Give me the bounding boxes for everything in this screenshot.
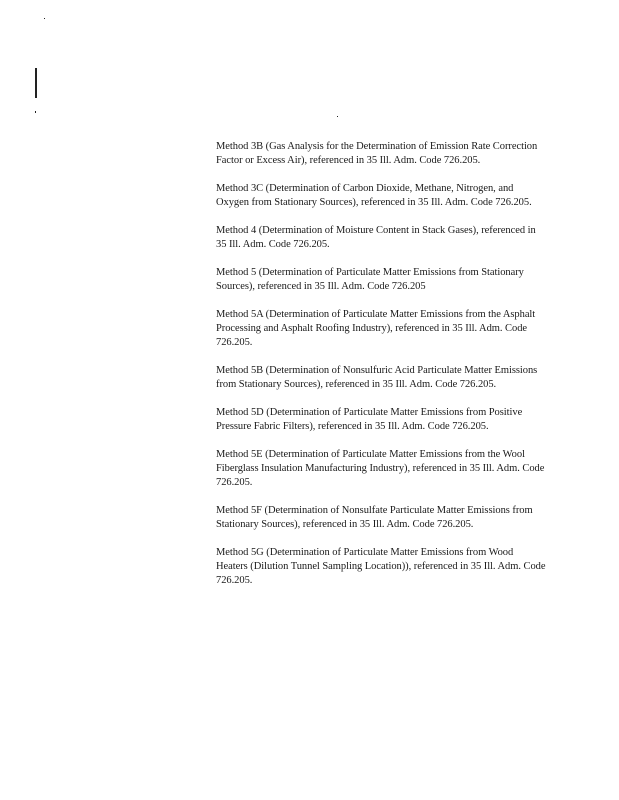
- scan-margin-bar: [35, 68, 37, 98]
- method-3b-entry: Method 3B (Gas Analysis for the Determination of Emission Rate Correction Factor or Excess Air), referenced in 35 Ill. Adm. Code 726.205.: [216, 141, 538, 166]
- method-3c-entry: Method 3C (Determination of Carbon Dioxide, Methane, Nitrogen, and Oxygen from Stationary Sources), referenced in 35 Ill. Adm. Code 726.205.: [216, 183, 532, 208]
- scan-speck: [44, 18, 45, 19]
- method-5d-entry: Method 5D (Determination of Particulate Matter Emissions from Positive Pressure Fabric Filters), referenced in 35 Ill. Adm. Code 726.205.: [216, 407, 523, 432]
- method-5-entry: Method 5 (Determination of Particulate Matter Emissions from Stationary Sources), referenced in 35 Ill. Adm. Code 726.205: [216, 267, 524, 292]
- method-5e-entry: Method 5E (Determination of Particulate Matter Emissions from the Wool Fiberglass Insulation Manufacturing Industry), referenced in 35 Ill. Adm. Code 726.205.: [216, 449, 545, 488]
- method-5b-entry: Method 5B (Determination of Nonsulfuric Acid Particulate Matter Emissions from Stationary Sources), referenced in 35 Ill. Adm. Code 726.205.: [216, 365, 538, 390]
- scan-speck: [35, 111, 36, 113]
- method-5f-entry: Method 5F (Determination of Nonsulfate Particulate Matter Emissions from Stationary Sources), referenced in 35 Ill. Adm. Code 726.205.: [216, 505, 533, 530]
- method-list: [216, 140, 546, 602]
- method-5g-entry: Method 5G (Determination of Particulate Matter Emissions from Wood Heaters (Dilution Tunnel Sampling Location)), referenced in 35 Ill. Adm. Code 726.205.: [216, 547, 546, 586]
- method-5a-entry: Method 5A (Determination of Particulate Matter Emissions from the Asphalt Processing and Asphalt Roofing Industry), referenced in 35 Ill. Adm. Code 726.205.: [216, 309, 536, 348]
- method-4-entry: Method 4 (Determination of Moisture Content in Stack Gases), referenced in 35 Ill. Adm. Code 726.205.: [216, 225, 536, 250]
- scan-speck: [337, 116, 338, 117]
